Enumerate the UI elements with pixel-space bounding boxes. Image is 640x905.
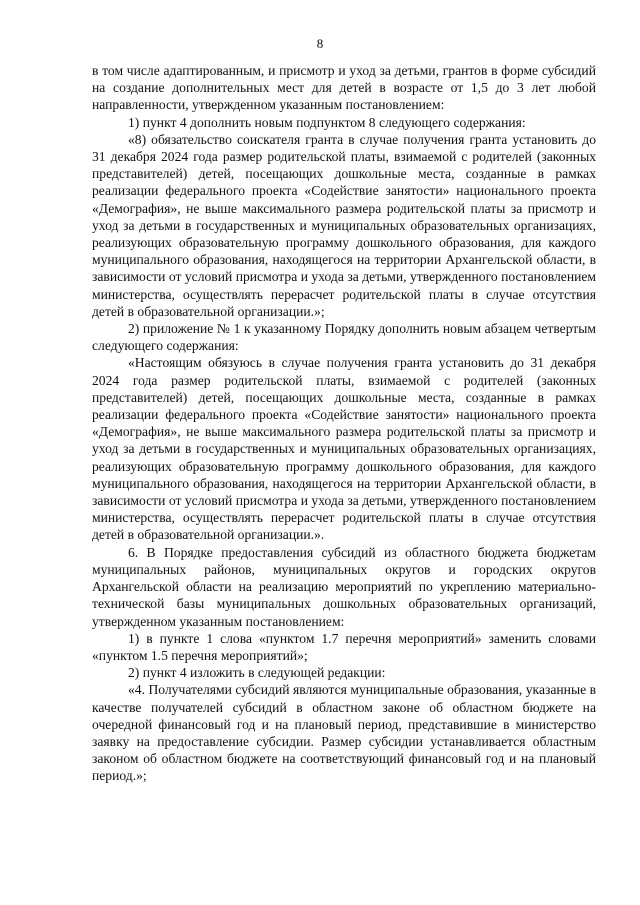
paragraph-section-6: 6. В Порядке предоставления субсидий из областного бюджета бюджетам муниципальных районов, муниципальных округов и городских округов Архангельской области на реализацию мероприятий по укреплению материально-технической базы муниципальных дошкольных образовательных организаций, утвержденном указанным постановлением: [92, 544, 596, 629]
paragraph-item-2-new-edition: 2) пункт 4 изложить в следующей редакции: [128, 665, 386, 681]
document-body [92, 62, 596, 785]
paragraph-quoted-obligation: «Настоящим обязуюсь в случае получения гранта установить до 31 декабря 2024 года размер родительской платы, взимаемой с родителей (законных представителей) детей, посещающих дошкольные места, созданные в рамках реализации федерального проекта «Содействие занятости» национального проекта «Демография», не выше максимального размера родительской платы за присмотр и уход за детьми в государственных и муниципальных образовательных организациях, реализующих образовательную программу дошкольного образования, для каждого муниципального образования, находящегося на территории Архангельской области, в зависимости от условий присмотра и ухода за детьми, утвержденного постановлением министерства, осуществлять перерасчет родительской платы в случае отсутствия детей в образовательной организации.». [92, 355, 596, 543]
paragraph-item-4-subitem: 1) пункт 4 дополнить новым подпунктом 8 следующего содержания: [128, 114, 526, 130]
page-number: 8 [316, 36, 324, 51]
paragraph-continuation: в том числе адаптированным, и присмотр и уход за детьми, грантов в форме субсидий на создание дополнительных мест для детей в возрасте от 1,5 до 3 лет любой направленности, утвержденном указанным постановлением: [92, 63, 596, 113]
paragraph-quoted-item-4: «4. Получателями субсидий являются муниципальные образования, указанные в качестве получателей субсидий в областном законе об областном бюджете на очередной финансовый год и на плановый период, представившие в министерство заявку на предоставление субсидии. Размер субсидии устанавливается областным законом об областном бюджете на соответствующий финансовый год и на плановый период.»; [92, 682, 596, 784]
paragraph-quoted-subitem-8: «8) обязательство соискателя гранта в случае получения гранта установить до 31 декабря 2024 года размер родительской платы, взимаемой с родителей (законных представителей) детей, посещающих дошкольные места, созданные в рамках реализации федерального проекта «Содействие занятости» национального проекта «Демография», не выше максимального размера родительской платы за присмотр и уход за детьми в государственных и муниципальных образовательных организациях, реализующих образовательную программу дошкольного образования, для каждого муниципального образования, находящегося на территории Архангельской области, в зависимости от условий присмотра и ухода за детьми, утвержденного постановлением министерства, осуществлять перерасчет родительской платы в случае отсутствия детей в образовательной организации.»; [92, 131, 596, 319]
paragraph-item-1-replace: 1) в пункте 1 слова «пунктом 1.7 перечня мероприятий» заменить словами «пунктом 1.5 перечня мероприятий»; [92, 630, 596, 663]
paragraph-appendix-1: 2) приложение № 1 к указанному Порядку дополнить новым абзацем четвертым следующего содержания: [92, 321, 596, 354]
